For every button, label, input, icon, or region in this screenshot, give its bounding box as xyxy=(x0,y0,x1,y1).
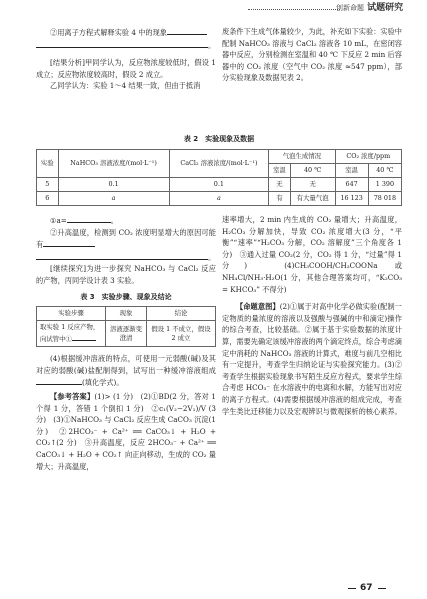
top-right-column xyxy=(222,26,402,84)
th-gas-room: 室温 xyxy=(269,163,291,177)
th-cacl2: CaCl₂ 溶液浓度/(mol·L⁻¹) xyxy=(169,149,269,177)
header-section: 试题研究 xyxy=(367,3,404,13)
supplementary-experiment: 废条件下生成气体量较少，为此，补充如下实验：实验中配制 NaHCO₃ 溶液与 CaCl₂ 溶液各 10 mL，在密闭容器中反应，分别检测在室温和 40 ℃ 下反应 2 min 后容器中的 CO₂ 浓度（空气中 CO₂ 浓度 ≈547 ppm），部分实验现象及数据见表 2。 xyxy=(222,27,402,83)
answer-continued: 速率增大，2 min 内生成的 CO₂ 量增大；升高温度，H₂CO₃ 分解加快，导致 CO₂ 浓度增大(3 分，“平衡”“速率”“H₂CO₃ 分解，CO₂ 溶解度”三个角度各 1 分) ③通入过量 CO₂(2 分，CO₂ 得 1 分，“过量”得 1 分) (4)CH₃COOH/CH₃COONa 或 NH₄Cl/NH₃·H₂O(1 分，其他合理答案均可，“K₂CO₃ = KHCO₃” 不得分) xyxy=(222,215,402,294)
th-step: 实验步骤 xyxy=(37,307,106,321)
th-exp: 实验 xyxy=(37,149,59,177)
result-analysis: [结果分析]甲同学认为，反应物浓度较低时，假设 1 成立；反应物浓度较高时，假设 2 成立。 xyxy=(36,58,216,79)
footer-dash-left xyxy=(348,588,356,589)
footer-dash-right xyxy=(378,588,386,589)
intent-block: 【命题意图】(2)①属于对高中化学必做实验(配制一定物质的量浓度的溶液以及强酸与强碱的中和滴定)操作的综合考查，比较基础。②属于基于实验数据的浓度计算，需要先确定该缓冲溶液的两个滴定终点，综合考虑滴定中消耗的 NaHCO₃ 溶液的计算式，难度与前几空相比有一定提升，考查学生归纳论证与实验探究能力。(3)②考查学生根据实验现象书写陌生反应方程式，要求学生综合考虑 HCO₃⁻ 在水溶液中的电离和水解，方能写出对应的离子方程式。(4)需要根据缓冲溶液的组成完成，考查学生类比迁移能力以及宏观辨识与微观探析的核心素养。 xyxy=(222,302,402,416)
table-3 xyxy=(36,306,216,347)
th-conclusion: 结论 xyxy=(147,307,216,321)
table-row: 取实验 1 反应产物，向试管中① 溶液逐渐变澄清 假设 1 不成立，假设 2 成立 xyxy=(37,321,216,347)
th-co2: CO₂ 浓度/ppm xyxy=(335,149,401,163)
further-inquiry: [继续探究]为进一步探究 NaHCO₃ 与 CaCl₂ 反应的产物，丙同学设计表 3 实验。 xyxy=(36,264,216,285)
table-2-block xyxy=(36,134,402,206)
question-a: ①a= 。 xyxy=(50,216,118,225)
th-co2-40: 40 ℃ xyxy=(368,163,401,177)
header-title xyxy=(336,3,403,15)
header-brand: 创新命题 xyxy=(336,4,364,12)
answer-block: 【参考答案】(1)> (1 分) (2)①BD(2 分，答对 1 个得 1 分，答错 1 个倒扣 1 分) ②c₁(V₂−2V₁)/V (3 分) (3)①NaHCO₃ 与 CaCl₂ 反应生成 CaCO₃ 沉淀(1 分) ②2HCO₃⁻ + Ca²⁺ ══ CaCO₃↓ + H₂O + CO₂↑(2 分) ③升高温度，反应 2HCO₃⁻ + Ca²⁺ ══ CaCO₃↓ + H₂O + CO₂↑ 向正向移动，生成的 CO₂ 量增大；升高温度， xyxy=(36,391,216,471)
th-gas-40: 40 ℃ xyxy=(290,163,335,177)
th-phenomenon: 现象 xyxy=(106,307,147,321)
table-3-caption: 表 3 实验步骤、现象及结论 xyxy=(80,292,172,301)
question-temperature: ②升高温度，检测到 CO₂ 浓度明显增大的原因可能有 xyxy=(36,227,216,250)
intent-label: 【命题意图】 xyxy=(236,302,280,312)
student-b-opinion: 乙同学认为：实验 1～4 结果一致，但由于抵消 xyxy=(50,81,201,91)
th-co2-room: 室温 xyxy=(335,163,368,177)
table-row: 5 0.1 0.1 无 无 647 1 390 xyxy=(37,177,402,191)
middle-left-column: ①a= 。 ②升高温度，检测到 CO₂ 浓度明显增大的原因可能有 。 [继续探究]为进一步探究 NaHCO₃ 与 CaCl₂ 反应的产物，丙同学设计表 3 实验。 表 3 实验步骤、现象及结论 实验步骤 现象 结论 取实验 1 反应产物，向试管中① 溶液逐渐变澄清 假设 1 不成立，假设 2 成立 (4)根据缓冲溶液的特点，可使用一元弱酸(碱)及其对应的弱酸(碱)盐配制得到，试写出一种缓冲溶液组成(填化学式)。 【参考答案】(1)> (1 分) (2)①BD(2 分，答对 1 个得 1 分，答错 1 个倒扣 1 分) ②c₁(V₂−2V₁)/V (3 分) (3)①NaHCO₃ 与 CaCl₂ 反应生成 CaCO₃ 沉淀(1 分) ②2HCO₃⁻ + Ca²⁺ ══ CaCO₃↓ + H₂O + CO₂↑(2 分) ③升高温度，反应 2HCO₃⁻ + Ca²⁺ ══ CaCO₃↓ + H₂O + CO₂↑ 向正向移动，生成的 CO₂ 量增大；升高温度， xyxy=(36,216,216,471)
th-nahco3: NaHCO₃ 溶液浓度/(mol·L⁻¹) xyxy=(58,149,169,177)
header-rule xyxy=(248,9,340,10)
table-row: 6 a a 有 有大量气泡 16 123 78 018 xyxy=(37,191,402,205)
table-2 xyxy=(36,149,402,206)
question-3-2: ②用离子方程式解释实验 4 中的现象 xyxy=(36,26,216,39)
page-number: 67 xyxy=(360,583,373,593)
table-2-caption: 表 2 实验现象及数据 xyxy=(183,135,255,143)
top-left-column: ②用离子方程式解释实验 4 中的现象 。 [结果分析]甲同学认为，反应物浓度较低时，假设 1 成立；反应物浓度较高时，假设 2 成立。 乙同学认为：实验 1～4 结果一致，但由于抵消 xyxy=(36,28,216,91)
answer-label: 【参考答案】 xyxy=(50,391,95,401)
question-4: (4)根据缓冲溶液的特点，可使用一元弱酸(碱)及其对应的弱酸(碱)盐配制得到，试写出一种缓冲溶液组成(填化学式)。 xyxy=(36,354,216,388)
th-gas: 气泡生成情况 xyxy=(269,149,335,163)
middle-right-column xyxy=(222,214,402,417)
